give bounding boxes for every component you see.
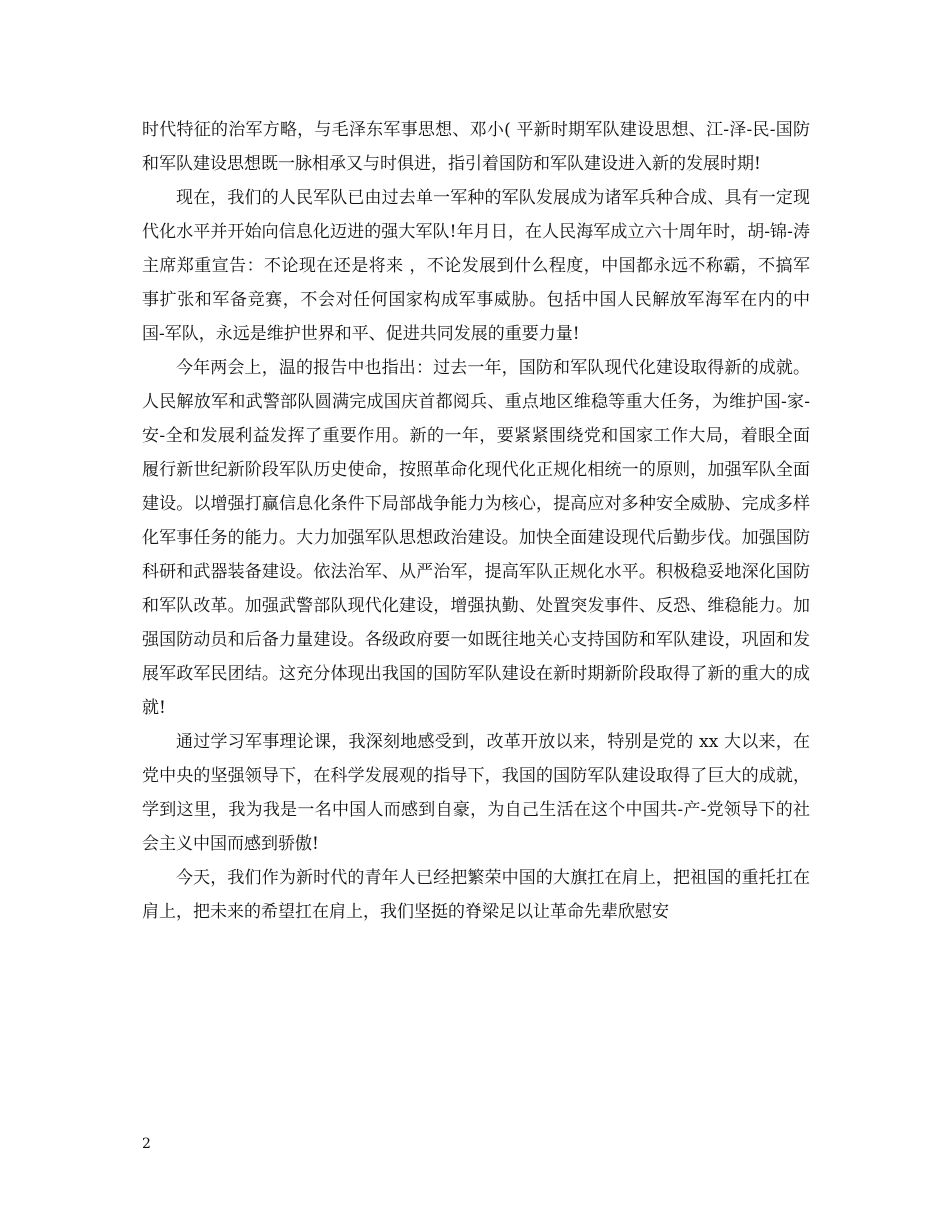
paragraph: 今天，我们作为新时代的青年人已经把繁荣中国的大旗扛在肩上，把祖国的重托扛在肩上，把未来的希望扛在肩上，我们坚挺的脊梁足以让革命先辈欣慰安 bbox=[142, 868, 810, 922]
paragraph: 通过学习军事理论课，我深刻地感受到，改革开放以来，特别是党的 xx 大以来，在党中央的坚强领导下，在科学发展观的指导下，我国的国防军队建设取得了巨大的成就，学到这里，我为我是一名中国人而感到自豪，为自己生活在这个中国共-产-党领导下的社会主义中国而感到骄傲! bbox=[142, 732, 810, 854]
paragraph: 今年两会上，温的报告中也指出：过去一年，国防和军队现代化建设取得新的成就。人民解放军和武警部队圆满完成国庆首都阅兵、重点地区维稳等重大任务，为维护国-家-安-全和发展利益发挥了重要作用。新的一年，要紧紧围绕党和国家工作大局，着眼全面履行新世纪新阶段军队历史使命，按照革命化现代化正规化相统一的原则，加强军队全面建设。以增强打赢信息化条件下局部战争能力为核心，提高应对多种安全威胁、完成多样化军事任务的能力。大力加强军队思想政治建设。加快全面建设现代后勤步伐。加强国防科研和武器装备建设。依法治军、从严治军，提高军队正规化水平。积极稳妥地深化国防和军队改革。加强武警部队现代化建设，增强执勤、处置突发事件、反恐、维稳能力。加强国防动员和后备力量建设。各级政府要一如既往地关心支持国防和军队建设，巩固和发展军政军民团结。这充分体现出我国的国防军队建设在新时期新阶段取得了新的重大的成就! bbox=[142, 358, 810, 718]
paragraph: 现在，我们的人民军队已由过去单一军种的军队发展成为诸军兵种合成、具有一定现代化水平并开始向信息化迈进的强大军队!年月日，在人民海军成立六十周年时，胡-锦-涛主席郑重宣告：不论现在还是将来 ，不论发展到什么程度，中国都永远不称霸，不搞军事扩张和军备竞赛，不会对任何国家构成军事威胁。包括中国人民解放军海军在内的中国-军队，永远是维护世界和平、促进共同发展的重要力量! bbox=[142, 188, 810, 344]
paragraph-continuation: 时代特征的治军方略，与毛泽东军事思想、邓小( 平新时期军队建设思想、江-泽-民-国防和军队建设思想既一脉相承又与时俱进，指引着国防和军队建设进入新的发展时期! bbox=[142, 120, 810, 174]
body-text bbox=[142, 113, 810, 929]
page-number: 2 bbox=[142, 1136, 151, 1152]
